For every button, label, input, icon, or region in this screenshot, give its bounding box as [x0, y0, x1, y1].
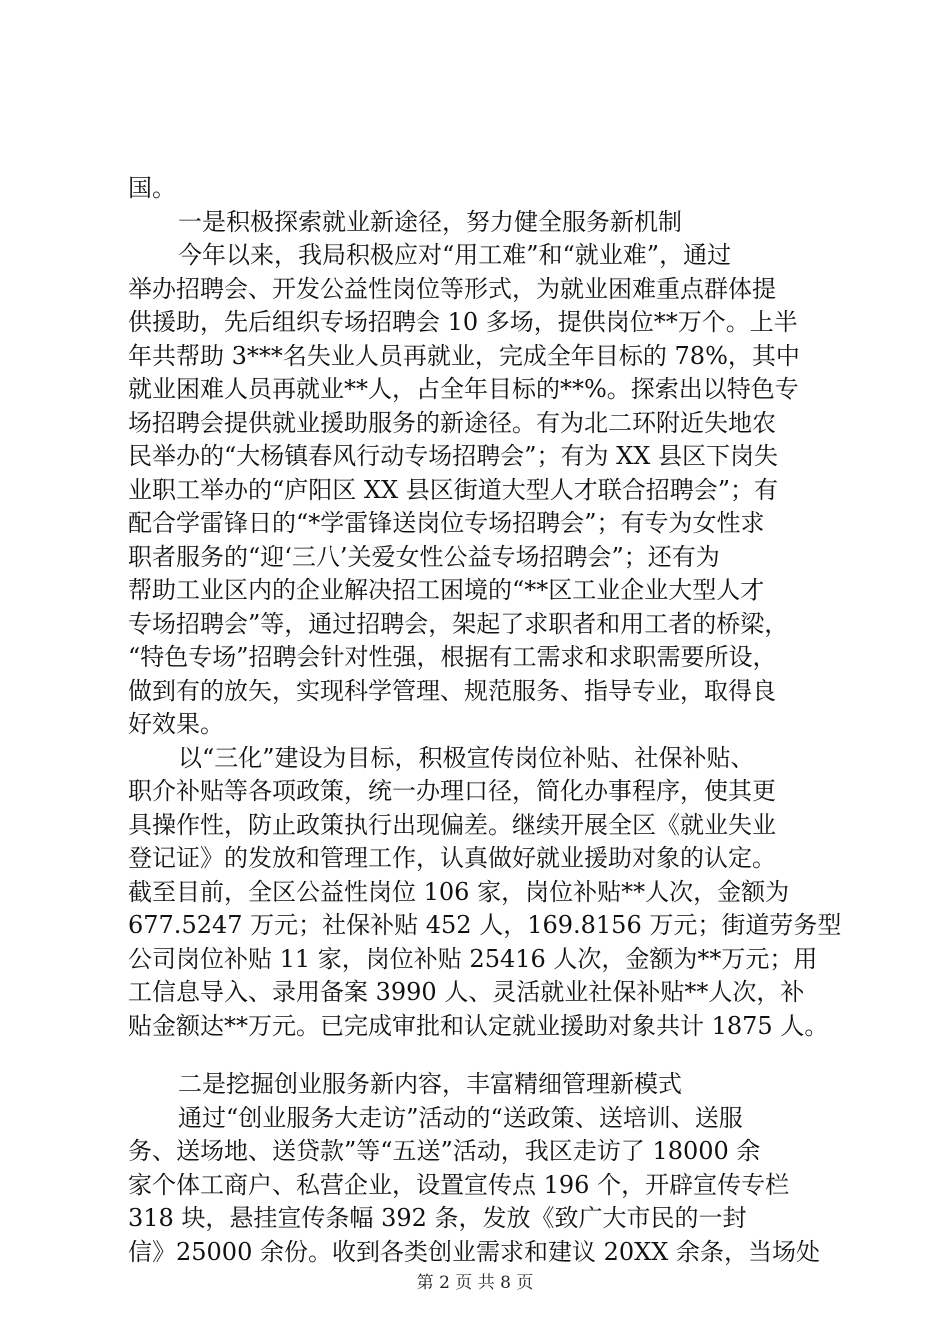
paragraph-line: 场招聘会提供就业援助服务的新途径。有为北二环附近失地农	[128, 408, 776, 437]
paragraph-line: 677.5247 万元；社保补贴 452 人，169.8156 万元；街道劳务型	[128, 911, 842, 939]
paragraph-line: 配合学雷锋日的“*学雷锋送岗位专场招聘会”；有专为女性求	[128, 509, 765, 537]
paragraph-line: 信》25000 余份。收到各类创业需求和建议 20XX 余条，当场处	[128, 1237, 820, 1266]
paragraph-line: 登记证》的发放和管理工作，认真做好就业援助对象的认定。	[128, 844, 776, 872]
paragraph-line: 318 块，悬挂宣传条幅 392 条，发放《致广大市民的一封	[128, 1204, 747, 1232]
paragraph-line: 具操作性，防止政策执行出现偏差。继续开展全区《就业失业	[128, 810, 776, 839]
paragraph-line: 帮助工业区内的企业解决招工困境的“**区工业企业大型人才	[128, 576, 765, 604]
section-heading: 一是积极探索就业新途径，努力健全服务新机制	[178, 207, 682, 236]
paragraph-line: 好效果。	[128, 710, 224, 738]
document-body	[128, 172, 842, 1269]
section-heading: 二是挖掘创业服务新内容，丰富精细管理新模式	[178, 1070, 682, 1098]
paragraph-line: 举办招聘会、开发公益性岗位等形式，为就业困难重点群体提	[128, 274, 776, 303]
paragraph-line: 民举办的“大杨镇春风行动专场招聘会”；有为 XX 县区下岗失	[128, 442, 778, 470]
paragraph-line: 贴金额达**万元。已完成审批和认定就业援助对象共计 1875 人。	[128, 1011, 829, 1040]
paragraph-line: 通过“创业服务大走访”活动的“送政策、送培训、送服	[178, 1103, 743, 1132]
paragraph-line: 国。	[128, 174, 176, 202]
paragraph-line: 今年以来，我局积极应对“用工难”和“就业难”，通过	[178, 241, 732, 269]
paragraph-line: 专场招聘会”等，通过招聘会，架起了求职者和用工者的桥梁，	[128, 609, 789, 638]
paragraph-line: 职介补贴等各项政策，统一办理口径，简化办事程序，使其更	[128, 777, 776, 805]
paragraph-line: 供援助，先后组织专场招聘会 10 多场，提供岗位**万个。上半	[128, 308, 798, 336]
paragraph-line: 做到有的放矢，实现科学管理、规范服务、指导专业，取得良	[128, 676, 776, 705]
paragraph-line: 工信息导入、录用备案 3990 人、灵活就业社保补贴**人次，补	[128, 978, 805, 1006]
paragraph-line: 就业困难人员再就业**人，占全年目标的**%。探索出以特色专	[128, 375, 799, 403]
page-indicator: 第 2 页 共 8 页	[416, 1273, 534, 1293]
page-footer	[0, 1268, 950, 1293]
paragraph-line: 截至目前，全区公益性岗位 106 家，岗位补贴**人次，金额为	[128, 877, 790, 906]
paragraph-line: “特色专场”招聘会针对性强，根据有工需求和求职需要所设，	[128, 643, 777, 671]
paragraph-line: 公司岗位补贴 11 家，岗位补贴 25416 人次，金额为**万元；用	[128, 944, 818, 973]
paragraph-line: 家个体工商户、私营企业，设置宣传点 196 个，开辟宣传专栏	[128, 1170, 790, 1199]
paragraph-line: 以“三化”建设为目标，积极宣传岗位补贴、社保补贴、	[178, 743, 755, 772]
paragraph-line: 职者服务的“迎‘三八’关爱女性公益专场招聘会”；还有为	[128, 542, 720, 571]
paragraph-line: 务、送场地、送贷款”等“五送”活动，我区走访了 18000 余	[128, 1137, 761, 1165]
paragraph-line: 业职工举办的“庐阳区 XX 县区街道大型人才联合招聘会”；有	[128, 475, 778, 504]
paragraph-gap	[128, 1043, 828, 1068]
paragraph-line: 年共帮助 3***名失业人员再就业，完成全年目标的 78%，其中	[128, 341, 800, 370]
